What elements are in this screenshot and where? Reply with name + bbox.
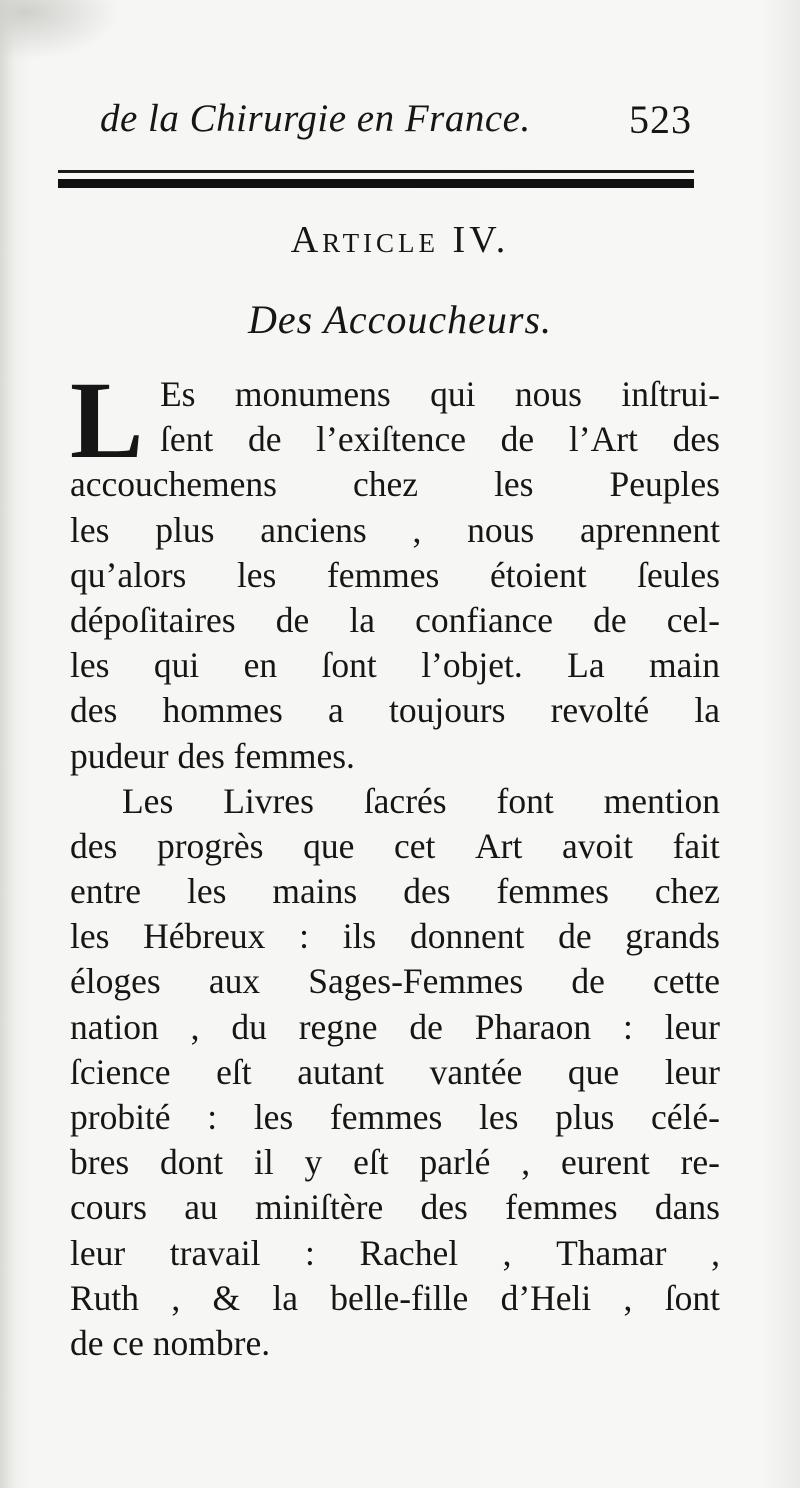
word: avoit [561, 825, 633, 866]
word: , [171, 1277, 181, 1318]
word: autant [297, 1051, 384, 1092]
word: qui [430, 374, 476, 414]
word: vantée [429, 1051, 523, 1092]
word: mains [272, 871, 358, 912]
word: des [672, 419, 720, 460]
word: ſeules [637, 554, 720, 595]
word: nous [514, 374, 582, 414]
word: des [70, 825, 118, 866]
word: fait [672, 825, 720, 866]
word: Es [160, 374, 196, 414]
word: toujours [389, 690, 506, 731]
word: en [243, 645, 278, 686]
word: travail [169, 1232, 261, 1273]
article-word: Article [290, 219, 440, 261]
word: leur [70, 1232, 126, 1273]
word: font [496, 780, 554, 821]
word: leur [664, 1006, 720, 1047]
word: femmes [329, 1097, 443, 1137]
word: La [567, 645, 605, 686]
word: Art [475, 825, 523, 866]
text-line [70, 734, 720, 779]
word: Hébreux [143, 916, 266, 957]
text-line [70, 1185, 720, 1230]
word: monumens [234, 374, 391, 414]
text-line [70, 1321, 720, 1366]
word: les [70, 645, 110, 686]
word: la [349, 599, 375, 640]
text-line [70, 1140, 720, 1185]
word: ſacrés [363, 780, 447, 821]
text-line [70, 417, 720, 462]
text-line [70, 1276, 720, 1321]
page-number: 523 [629, 97, 692, 142]
word: qui [153, 645, 200, 686]
word: plus [555, 1097, 615, 1137]
word: qu’alors [70, 554, 187, 595]
word: parlé [419, 1142, 491, 1183]
word: cel- [666, 599, 720, 640]
word: bres [70, 1142, 130, 1183]
word: de [558, 916, 592, 957]
text-line [70, 553, 720, 598]
word: les [70, 509, 110, 550]
word: : [622, 1006, 633, 1047]
article-number: IV. [452, 219, 510, 261]
word: les [479, 1097, 519, 1137]
word: & [212, 1277, 241, 1318]
word: l’exiſtence [316, 419, 466, 460]
word: miniſtère [255, 1187, 384, 1228]
word: leur [664, 1051, 720, 1092]
word: nation [70, 1006, 159, 1047]
word: chez [353, 464, 419, 505]
text-line [70, 462, 720, 507]
drop-cap: L [70, 359, 144, 481]
text-line [70, 914, 720, 959]
word: l’Art [568, 419, 638, 460]
word: regne [298, 1006, 378, 1047]
word: plus [155, 509, 215, 550]
word: les [186, 871, 227, 912]
word: Sages-Femmes [308, 961, 524, 1002]
word: , [623, 1277, 633, 1318]
article-heading [0, 218, 800, 262]
word: Pharaon [474, 1006, 592, 1047]
word: eſt [216, 1051, 252, 1092]
word: hommes [162, 690, 283, 731]
word: du [231, 1006, 267, 1047]
word: de [500, 419, 535, 460]
text-line [70, 643, 720, 688]
word: Les [122, 780, 174, 821]
rule-thick-line [58, 179, 694, 188]
word: femmes [505, 1187, 618, 1228]
word: , [521, 1142, 531, 1183]
word: y [304, 1142, 323, 1183]
word: , [711, 1232, 720, 1273]
text-line [70, 1095, 720, 1140]
body-text [70, 359, 720, 1366]
word: dépoſitaires [70, 599, 236, 640]
word: les [236, 554, 277, 595]
word: que [567, 1051, 620, 1092]
word: Thamar [556, 1232, 667, 1273]
word: accouchemens [70, 464, 277, 505]
word: les [70, 916, 110, 957]
page-stain [0, 0, 120, 60]
text-line [70, 779, 720, 824]
word: Rachel [359, 1232, 459, 1273]
running-head [100, 92, 700, 152]
word: mention [603, 780, 720, 821]
word: eurent [560, 1142, 650, 1183]
text-line [70, 598, 720, 643]
word: entre [70, 871, 141, 912]
word: main [649, 645, 720, 686]
word: les [253, 1097, 294, 1137]
word: , [190, 1006, 200, 1047]
word: dont [160, 1142, 224, 1183]
word: nous [467, 509, 535, 550]
word: Ruth [70, 1277, 140, 1318]
text-line [70, 959, 720, 1004]
word: au [184, 1187, 218, 1228]
word: de [275, 599, 310, 640]
word: belle-fille [330, 1277, 469, 1318]
text-line [70, 688, 720, 733]
text-line-content: pudeur des femmes. [70, 735, 355, 776]
word: la [694, 690, 720, 731]
word: la [272, 1277, 299, 1318]
word: de [409, 1006, 443, 1047]
word: des [70, 690, 118, 731]
word: célé- [651, 1097, 720, 1137]
word: Peuples [609, 464, 720, 505]
word: l’objet. [421, 645, 523, 686]
text-line [70, 508, 720, 553]
word: cours [70, 1187, 147, 1228]
word: confiance [415, 599, 554, 640]
word: eſt [353, 1142, 389, 1183]
word: : [305, 1232, 315, 1273]
word: : [207, 1097, 218, 1137]
word: aprennent [580, 509, 720, 550]
word: Livres [223, 780, 314, 821]
word: il [253, 1142, 274, 1183]
word: ſcience [70, 1051, 171, 1092]
word: donnent [409, 916, 525, 957]
text-line-content: de ce nombre. [70, 1322, 271, 1363]
word: cet [393, 825, 436, 866]
word: éloges [70, 961, 161, 1002]
running-head-title: de la Chirurgie en France. [100, 97, 531, 140]
word: cette [653, 961, 720, 1002]
word: inſtrui- [621, 374, 720, 414]
word: revolté [550, 690, 650, 731]
word: ſont [664, 1277, 720, 1318]
word: probité [70, 1097, 171, 1137]
word: re- [680, 1142, 720, 1183]
word: de [247, 419, 282, 460]
header-double-rule [58, 170, 694, 188]
word: des [403, 871, 451, 912]
word: aux [208, 961, 261, 1002]
word: a [328, 690, 344, 731]
word: femmes [326, 554, 440, 595]
word: les [494, 464, 534, 505]
word: ſont [321, 645, 377, 686]
word: de [593, 599, 627, 640]
word: : [299, 916, 309, 957]
word: que [303, 825, 355, 866]
word: ils [342, 916, 377, 957]
text-line [70, 1050, 720, 1095]
word: anciens [260, 509, 367, 550]
word: dans [654, 1187, 720, 1228]
word: , [502, 1232, 512, 1273]
word: des [420, 1187, 468, 1228]
word: grands [625, 916, 720, 957]
text-line [70, 1231, 720, 1276]
word: , [412, 509, 422, 550]
word: étoient [489, 554, 587, 595]
word: chez [654, 871, 720, 912]
word: femmes [496, 871, 609, 912]
text-line [70, 1005, 720, 1050]
word: progrès [156, 825, 264, 866]
section-subtitle: Des Accoucheurs. [247, 297, 553, 342]
word: ſent [160, 419, 214, 460]
text-line [70, 869, 720, 914]
text-line [70, 824, 720, 869]
text-line [70, 372, 720, 417]
word: d’Heli [500, 1277, 592, 1318]
word: de [571, 961, 605, 1002]
